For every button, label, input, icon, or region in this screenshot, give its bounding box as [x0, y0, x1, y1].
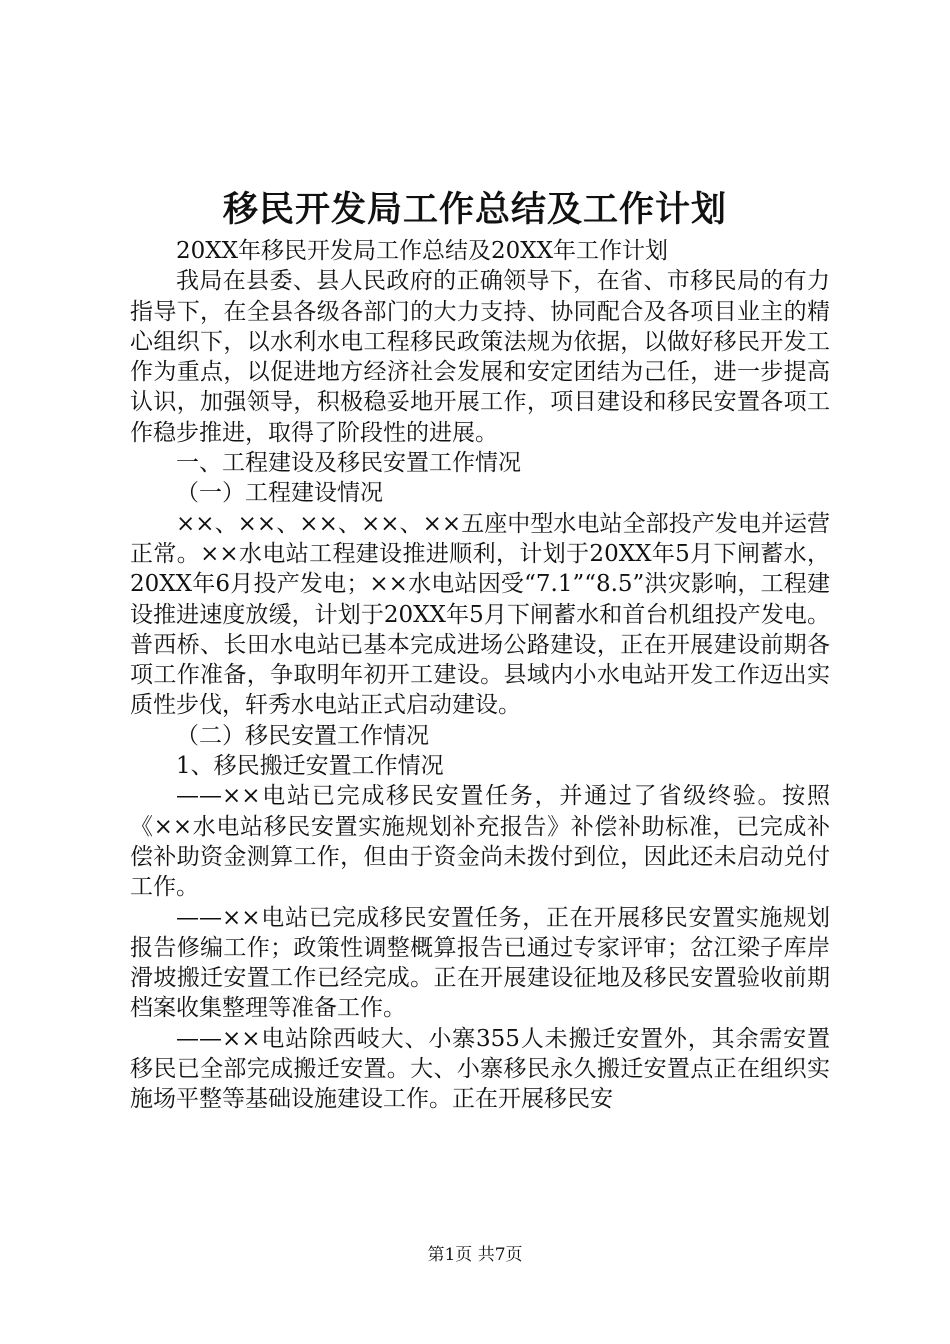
intro-paragraph: 我局在县委、县人民政府的正确领导下，在省、市移民局的有力指导下，在全县各级各部门的大力支持、协同配合及各项目业主的精心组织下，以水利水电工程移民政策法规为依据，以做好移民开发工作为重点，以促进地方经济社会发展和安定团结为己任，进一步提高认识，加强领导，积极稳妥地开展工作，项目建设和移民安置各项工作稳步推进，取得了阶段性的进展。 — [130, 268, 830, 446]
body-paragraph: ——××电站已完成移民安置任务，正在开展移民安置实施规划报告修编工作；政策性调整概算报告已通过专家评审；岔江梁子库岸滑坡搬迁安置工作已经完成。正在开展建设征地及移民安置验收前期档案收集整理等准备工作。 — [130, 904, 830, 1022]
document-body — [130, 236, 830, 1115]
body-paragraph: ××、××、××、××、××五座中型水电站全部投产发电并运营正常。××水电站工程建设推进顺利，计划于20XX年5月下闸蓄水，20XX年6月投产发电；××水电站因受“7.1”“8.5”洪灾影响，工程建设推进速度放缓，计划于20XX年5月下闸蓄水和首台机组投产发电。普西桥、长田水电站已基本完成进场公路建设，正在开展建设前期各项工作准备，争取明年初开工建设。县域内小水电站开发工作迈出实质性步伐，轩秀水电站正式启动建设。 — [130, 510, 830, 719]
document-title: 移民开发局工作总结及工作计划 — [222, 189, 727, 230]
subtitle-paragraph: 20XX年移民开发局工作总结及20XX年工作计划 — [176, 238, 669, 264]
subsection-heading: （二）移民安置工作情况 — [176, 722, 429, 749]
item-heading: 1、移民搬迁安置工作情况 — [176, 753, 444, 780]
page-number-footer: 第1页 共7页 — [427, 1245, 523, 1265]
subsection-heading: （一）工程建设情况 — [176, 480, 383, 507]
body-paragraph: ——××电站除西岐大、小寨355人未搬迁安置外，其余需安置移民已全部完成搬迁安置。大、小寨移民永久搬迁安置点正在组织实施场平整等基础设施建设工作。正在开展移民安 — [130, 1025, 830, 1113]
body-paragraph: ——××电站已完成移民安置任务，并通过了省级终验。按照《××水电站移民安置实施规划补充报告》补偿补助标准，已完成补偿补助资金测算工作，但由于资金尚未拨付到位，因此还未启动兑付工作。 — [130, 783, 830, 901]
section-heading: 一、工程建设及移民安置工作情况 — [176, 450, 521, 477]
